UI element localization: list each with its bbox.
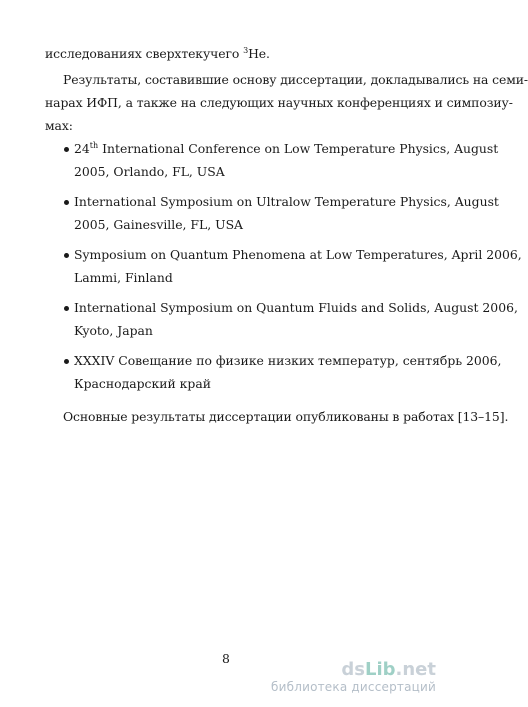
list-item-line2: 2005, Gainesville, FL, USA [74, 217, 244, 232]
paragraph-line-3: мах: [45, 118, 73, 133]
logo-lib: Lib [365, 659, 396, 680]
bullet-icon [64, 147, 69, 152]
list-item-line1: International Symposium on Quantum Fluids and Solids, August 2006, [74, 300, 518, 315]
watermark-logo [271, 660, 436, 680]
logo-ds: ds [341, 659, 365, 680]
watermark-subtitle: библиотека диссертаций [271, 680, 436, 694]
bullet-icon [64, 253, 69, 258]
intro-line [45, 46, 270, 62]
intro-text: исследованиях сверхтекучего [45, 46, 244, 61]
intro-tail: He. [248, 46, 270, 61]
page-number: 8 [222, 651, 230, 666]
list-item-text: International Conference on Low Temperature Physics, August [98, 141, 499, 156]
list-item-line2: Краснодарский край [74, 376, 211, 391]
bullet-icon [64, 200, 69, 205]
bullet-icon [64, 306, 69, 311]
paragraph-line-1: Результаты, составившие основу диссертации, докладывались на семи- [63, 72, 528, 87]
paragraph-line-2: нарах ИФП, а также на следующих научных конференциях и симпозиу- [45, 95, 513, 110]
list-item-line2: 2005, Orlando, FL, USA [74, 164, 225, 179]
logo-net: .net [395, 659, 436, 680]
bullet-icon [64, 359, 69, 364]
conclusion-line: Основные результаты диссертации опубликованы в работах [13–15]. [63, 409, 509, 424]
list-item-line1 [74, 141, 498, 157]
list-item-line1: Symposium on Quantum Phenomena at Low Temperatures, April 2006, [74, 247, 522, 262]
watermark [271, 660, 436, 694]
list-item-line2: Lammi, Finland [74, 270, 173, 285]
list-item-line2: Kyoto, Japan [74, 323, 153, 338]
isotope-superscript: 3 [243, 46, 249, 55]
ordinal-superscript: th [89, 141, 99, 150]
list-item-line1: International Symposium on Ultralow Temperature Physics, August [74, 194, 499, 209]
ordinal-number: 24 [74, 141, 90, 156]
list-item-line1: XXXIV Совещание по физике низких температур, сентябрь 2006, [74, 353, 502, 368]
